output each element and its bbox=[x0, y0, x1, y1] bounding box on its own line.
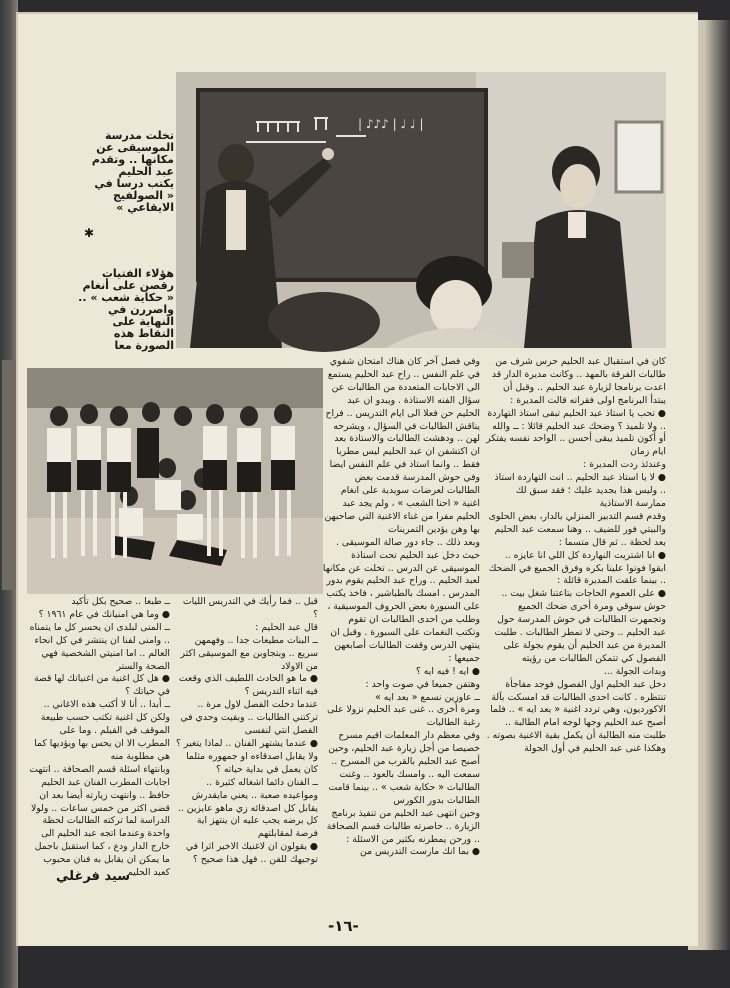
page-number: -١٦- bbox=[328, 917, 359, 935]
caption-music-lesson: تخلت مدرسة الموسيقى عن مكانها .. وتقدم عبد الحليم يكتب درسا في « الصولفيج الايقاعي » bbox=[91, 129, 174, 214]
photo-student-group bbox=[27, 368, 323, 594]
photo-blackboard-lesson bbox=[176, 72, 666, 348]
author-signature: سيد فرغلي bbox=[56, 869, 131, 884]
blackboard-notes: | ♪♪♪ | ♩ ♩ | bbox=[358, 117, 424, 131]
column-far-left-text: ــ طبعا .. صحيح بكل تأكيد ● وما هي امنيانك في عام ١٩٦١ ؟ ــ المنى لبلدى ان يحسر كل ما يتمناه .. وامنى لفنا ان ينتشر في كل انحاء العالم .. اما امنيتي الشخصية فهي الصحة والستر ● هل كل اغنية من اغنياتك لها قصة في حياتك ؟ ــ أبدا .. أنا لا أكتب هذه الاغاني .. ولكن كل اغنية تكتب حسب طبيعة الموقف في الفيلم . وما على المطرب الا ان يحس بها ويؤديها كما هي مطلوبة منه وبانتهاء اسئلة قسم الصحافة .. انتهت اجابات المطرب الفنان عبد الحليم حافظ .. وانتهت زيارته أيضا بعد ان قضى اكثر من خمس ساعات .. ولولا الدراسة لما تركته الطالبات لحظة واحدة وعندما اتجه عبد الحليم الى خارج الدار ودع ، كما استقبل باجمل ما يمكن ان يقابل به فنان محبوب كعبد الحليم bbox=[29, 596, 170, 879]
star-separator-icon: ✱ bbox=[84, 226, 95, 240]
article-column-right bbox=[486, 356, 666, 904]
magazine-page bbox=[16, 12, 698, 946]
column-left-text: قبل .. فما رأيك في التدريس الليات ؟ قال عبد الحليم : ــ البنات مطيعات جدا .. وفهمهن سريع .. وبتجاوبن مع الموسيقى اكثر من الاولاد ● ما هو الحادث اللطيف الذي وقعت فيه اثناء التدريس ؟ عندما دخلت الفصل لاول مرة .. تركتني الطالبات .. وبقيت وحدي في الفصل انتي لنفسى ● عندما يشتهر الفنان .. لماذا يتغير ؟ ولا يقابل اصدقاءه او جمهوره مثلما كان يعمل في بداية حياته ؟ ــ الفنان دائما اشغاله كثيرة .. ومواعيده صعبة .. يعني مايقدرش يقابل كل اصدقائه زي ماهو عايزين .. كل برضه يجب عليه ان ينتهز اية فرصة لمقابلتهم ● يقولون ان لاغنيك الاخير اثرا في توجيهك للفن .. فهل هذا صحيح ؟ bbox=[176, 596, 318, 866]
column-middle-text: وفي فصل آخر كان هناك امتحان شفوي في علم النفس .. راح عبد الحليم يستمع الى الاجابات المتعددة من الطالبات عن سؤال الفنه الاستاذة . ويبدو ان عبد الحليم حن فعلا الى ايام التدريس .. فراح يناقش الطالبات في السؤال ، ويشرحه لهن .. ودهشت الطالبات والاستاذة بعد ان اكتشفن ان عبد الحليم ليس مطربا فقط .. وانما استاذ في علم النفس ايضا وفي حوش المدرسة قدمت بعض الطالبات لعرضات سويدية على انغام اغنية « احنا الشعب » ، ولم يجد عبد الحليم مفرا من غناء الاغنية التي صاحبهن بها وهن يؤدين التمرينات وبعد ذلك .. جاء دور صالة الموسيقى . حيث دخل عبد الحليم تحت استاذة الموسيقى عن الدرس .. تخلت عن مكانها لعبد الحليم .. وراح عبد الحليم يقوم بدور المدرس . امسك بالطباشير ، فاخذ يكتب على السبورة بعض الحروف الموسيقية ، وطلب من احدى الطالبات ان تقوم وتكتب النغمات على السبورة . وقبل ان ينتهي الدرس وقفت الطالبات أصابعهن جميعها : ● ايه ! فيه ايه ؟ وهتفن جميعا في صوت واحد : ــ عاوزين نسمع « بعد ايه » ومرة أخرى .. غنى عبد الحليم نزولا على رغبة الطالبات وفي معظم دار المعلمات اقيم مسرح خصيصا من أجل زيارة عبد الحليم، وحين أصبح عبد الحليم بالقرب من المسرح .. سمعت اليه .. وامسك بالعود .. وغنت الطالبات « حكاية شعب » .. بينما قامت الطالبات بدور الكورس وحين انتهى عبد الحليم من تنفيذ برنامج الزيارة .. حاصرته طالبات قسم الصحافة .. ورحن يمطرنه بكثير من الاسئلة : ● بما انك مارست التدريس من bbox=[322, 356, 480, 858]
article-column-middle bbox=[322, 356, 480, 904]
article-column-left bbox=[176, 596, 318, 904]
column-right-text: كان في استقبال عبد الحليم حرس شرف من طالبات الفرقة بالمهد .. وكانت مديرة الدار قد اعدت برنامجا لزيارة عبد الحليم .. وقبل أن يبتدأ البرنامج اولى فقراته قالت المديرة : ● تحب يا استاذ عبد الحليم تبقى استاذ التهاردة .. ولا تلميذ ؟ وضحك عبد الحليم قائلا : ــ والله أو أكون تلميذ يبقى أحسن .. الواحد نفسه يفتكر ايام زمان وعندئذ ردت المديرة : ● لا يا استاذ عبد الحليم .. انت التهاردة استاذ .. وليس هذا بجديد عليك ؛ فقد سبق لك ممارسة الاستاذية وقدم قسم التدبير المنزلي بالدار، بعض الحلوى والبيتي فور للضيف .. وهنا سمعت عبد الحليم بعد لحظة .. ثم قال متسما : ● انا اشتريت النهاردة كل اللي انا عايزه .. ابقوا فوتوا علينا بكره وفرق الجميع في الضحك .. بينما علقت المديرة قائلة : ● على العموم الحاجات بتاعتنا شغل بيت .. حوش سوقي ومرة أخرى ضحك الجميع وتجمهرت الطالبات في حوش المدرسة حول عبد الحليم .. وحتى لا تمطر الطالبات . طلبت المديرة من عبد الحليم أن يقوم بجولة على الفصول كي تتمكن الطالبات من رؤيته وبدات الجولة ... دخل عبد الحليم اول الفصول فوجد مفاجأة تنتظره . كانت احدى الطالبات قد امسكت بآلة الاكورديون، وهي تردد اغنية « بعد ايه » .. فلما أصبح عبد الحليم وجها لوجه امام الطالبة .. طلبت منه الطالبة أن يكمل بقية الاغنية بصوته . وهكذا غنى عبد الحليم في أول الجولة bbox=[486, 356, 666, 755]
caption-dancing-girls: هؤلاء الفتيات رقصن على أنغام « حكاية شعب » .. واصررن في النهاية على التقاط هذه الصورة معا bbox=[78, 267, 174, 352]
